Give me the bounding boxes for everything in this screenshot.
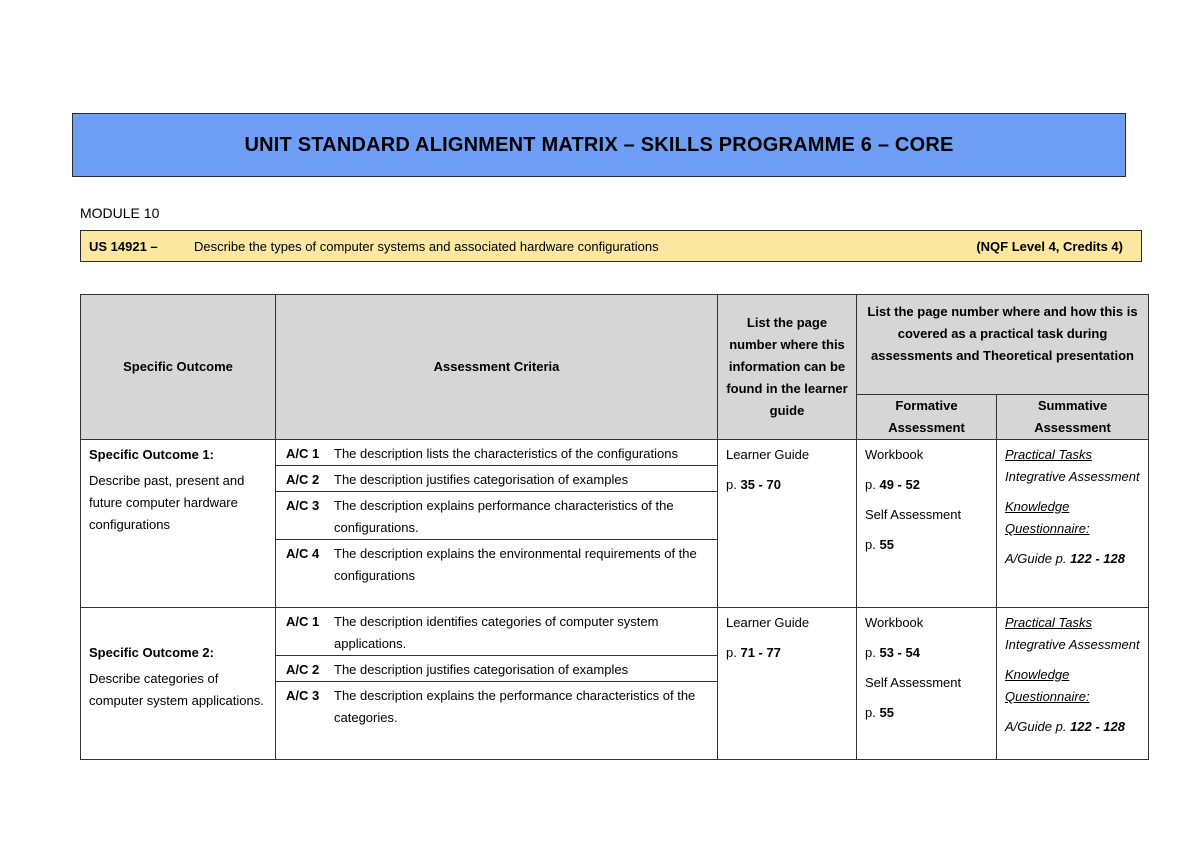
guide-pages: A/Guide p. 122 - 128	[1005, 719, 1125, 734]
workbook-pages: p. 49 - 52	[865, 477, 920, 492]
workbook-label: Workbook	[865, 447, 924, 462]
header-assessment-criteria: Assessment Criteria	[276, 295, 718, 440]
learner-guide-label: Learner Guide	[726, 447, 810, 462]
header-learner-guide: List the page number where this information can be found in the learner guide	[718, 295, 857, 440]
criterion-text: The description explains performance characteristics of the configurations.	[334, 498, 674, 535]
knowledge-questionnaire-label: Knowledge Questionnaire:	[1005, 667, 1090, 704]
specific-outcome-cell	[81, 440, 276, 608]
outcome-description: Describe categories of computer system applications.	[89, 671, 264, 708]
criterion-code: A/C 4	[286, 546, 320, 561]
unit-standard-banner	[80, 230, 1142, 262]
summative-cell	[997, 608, 1149, 760]
criterion-text: The description lists the characteristics of the configurations	[334, 446, 678, 461]
integrative-assessment-label: Integrative Assessment	[1005, 637, 1140, 652]
alignment-matrix-table	[80, 294, 1149, 760]
criterion-code: A/C 2	[286, 472, 320, 487]
us-nqf-level: (NQF Level 4, Credits 4)	[976, 238, 1123, 254]
self-assessment-label: Self Assessment	[865, 507, 962, 522]
workbook-label: Workbook	[865, 615, 924, 630]
table-row	[81, 608, 1149, 760]
assessment-criteria-cell	[276, 440, 718, 608]
criterion-text: The description justifies categorisation of examples	[334, 662, 629, 677]
module-label: MODULE 10	[80, 205, 160, 221]
criterion-code: A/C 1	[286, 614, 320, 629]
criterion-text: The description identifies categories of computer system applications.	[334, 614, 659, 651]
practical-tasks-label: Practical Tasks	[1005, 615, 1092, 630]
criterion-row	[276, 682, 717, 729]
header-formative: Formative Assessment	[857, 395, 997, 440]
outcome-title: Specific Outcome 1:	[89, 447, 214, 462]
outcome-description: Describe past, present and future computer hardware configurations	[89, 473, 245, 532]
learner-guide-pages: p. 35 - 70	[726, 477, 781, 492]
criterion-text: The description explains the environmental requirements of the configurations	[334, 546, 697, 583]
formative-cell	[857, 608, 997, 760]
criterion-row	[276, 440, 717, 466]
criterion-row	[276, 656, 717, 682]
criterion-row	[276, 540, 717, 587]
learner-guide-cell	[718, 440, 857, 608]
assessment-criteria-cell	[276, 608, 718, 760]
outcome-title: Specific Outcome 2:	[89, 645, 214, 660]
learner-guide-pages: p. 71 - 77	[726, 645, 781, 660]
knowledge-questionnaire-label: Knowledge Questionnaire:	[1005, 499, 1090, 536]
page-title: UNIT STANDARD ALIGNMENT MATRIX – SKILLS PROGRAMME 6 – CORE	[72, 113, 1126, 177]
us-description: Describe the types of computer systems and associated hardware configurations	[194, 238, 659, 254]
table-row	[81, 440, 1149, 608]
criterion-code: A/C 2	[286, 662, 320, 677]
criterion-row	[276, 492, 717, 540]
criterion-row	[276, 608, 717, 656]
criterion-row	[276, 466, 717, 492]
us-code: US 14921 –	[89, 238, 158, 254]
header-practical-task: List the page number where and how this is covered as a practical task during assessments and Theoretical presentation	[857, 295, 1149, 395]
learner-guide-label: Learner Guide	[726, 615, 810, 630]
summative-cell	[997, 440, 1149, 608]
criterion-text: The description explains the performance characteristics of the categories.	[334, 688, 696, 725]
self-assessment-pages: p. 55	[865, 537, 894, 552]
self-assessment-pages: p. 55	[865, 705, 894, 720]
criterion-code: A/C 3	[286, 498, 320, 513]
formative-cell	[857, 440, 997, 608]
integrative-assessment-label: Integrative Assessment	[1005, 469, 1140, 484]
self-assessment-label: Self Assessment	[865, 675, 962, 690]
header-specific-outcome: Specific Outcome	[81, 295, 276, 440]
criterion-code: A/C 3	[286, 688, 320, 703]
practical-tasks-label: Practical Tasks	[1005, 447, 1092, 462]
specific-outcome-cell	[81, 608, 276, 760]
criterion-text: The description justifies categorisation of examples	[334, 472, 629, 487]
learner-guide-cell	[718, 608, 857, 760]
workbook-pages: p. 53 - 54	[865, 645, 920, 660]
criterion-code: A/C 1	[286, 446, 320, 461]
guide-pages: A/Guide p. 122 - 128	[1005, 551, 1125, 566]
header-summative: Summative Assessment	[997, 395, 1149, 440]
